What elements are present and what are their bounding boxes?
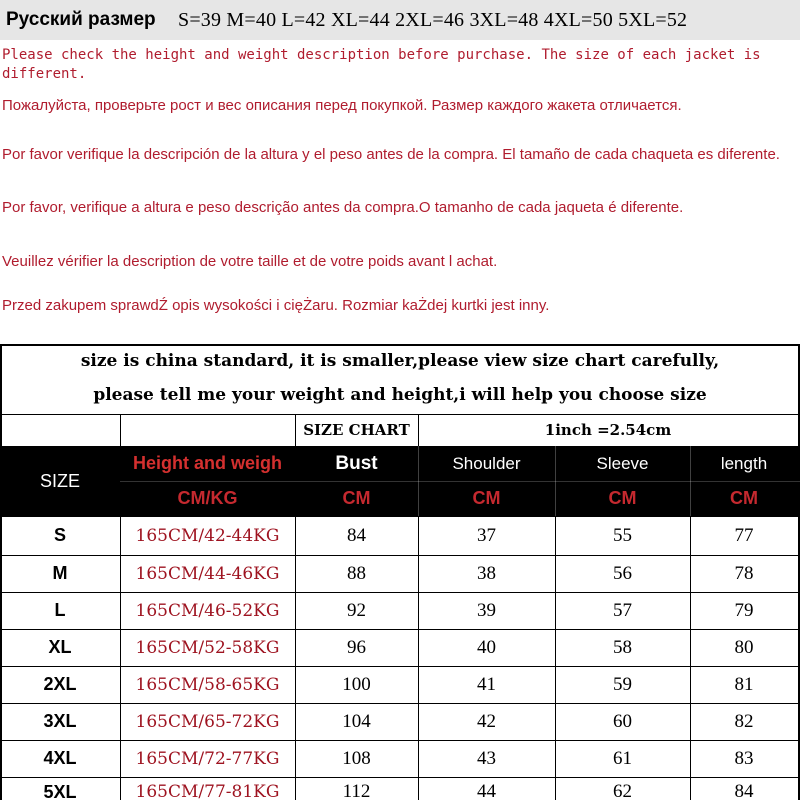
- row-shoulder: 44: [477, 781, 496, 800]
- row-height-weight: 165CM/72-77KG: [135, 748, 280, 769]
- row-size: 2XL: [43, 674, 77, 694]
- row-height-weight: 165CM/65-72KG: [135, 711, 280, 732]
- row-size: S: [53, 525, 66, 545]
- row-bust: 104: [342, 710, 371, 732]
- row-shoulder: 38: [477, 562, 496, 584]
- row-height-weight: 165CM/52-58KG: [135, 637, 280, 658]
- row-length: 78: [734, 562, 754, 584]
- row-shoulder: 43: [477, 747, 496, 769]
- row-length: 79: [734, 599, 754, 621]
- row-size: XL: [48, 637, 72, 657]
- row-length: 81: [734, 673, 754, 695]
- row-shoulder: 41: [477, 673, 496, 695]
- row-bust: 88: [347, 562, 366, 584]
- row-height-weight: 165CM/42-44KG: [135, 525, 280, 546]
- row-length: 83: [734, 747, 754, 769]
- russian-size-title: Русский размер: [6, 9, 156, 30]
- header-height-weight: Height and weigh: [132, 453, 282, 473]
- row-size: M: [52, 563, 68, 583]
- row-bust: 92: [347, 599, 366, 621]
- row-size: 5XL: [43, 781, 77, 800]
- notice-polish: Przed zakupem sprawdŹ opis wysokości i cięŻaru. Rozmiar kaŻdej kurtki jest inny.: [2, 297, 550, 314]
- unit-length: CM: [730, 488, 758, 508]
- table-row: [0, 777, 800, 800]
- row-bust: 100: [342, 673, 371, 695]
- notice-french: Veuillez vérifier la description de votre taille et de votre poids avant l achat.: [2, 253, 498, 270]
- unit-bust: CM: [342, 488, 371, 508]
- notice-russian: Пожалуйста, проверьте рост и вес описания перед покупкой. Размер каждого жакета отличается.: [2, 97, 682, 114]
- row-shoulder: 39: [477, 599, 496, 621]
- row-height-weight: 165CM/58-65KG: [135, 674, 280, 695]
- table-row: [0, 629, 800, 666]
- header-sleeve: Sleeve: [596, 453, 649, 473]
- row-sleeve: 62: [613, 781, 632, 800]
- unit-shoulder: CM: [472, 488, 501, 508]
- row-sleeve: 56: [613, 562, 632, 584]
- header-size: SIZE: [39, 470, 80, 491]
- row-length: 77: [734, 524, 754, 546]
- row-sleeve: 61: [613, 747, 632, 769]
- row-height-weight: 165CM/44-46KG: [135, 563, 280, 584]
- row-shoulder: 42: [477, 710, 496, 732]
- size-chart-title: SIZE CHART: [303, 421, 410, 439]
- notice-english: Please check the height and weight description before purchase. The size of each jacket is different.: [2, 47, 761, 82]
- table-row: [0, 703, 800, 740]
- table-row: [0, 666, 800, 703]
- row-height-weight: 165CM/46-52KG: [135, 600, 280, 621]
- row-length: 80: [734, 636, 754, 658]
- row-size: 3XL: [43, 711, 77, 731]
- row-sleeve: 59: [613, 673, 632, 695]
- row-size: L: [54, 600, 66, 620]
- row-bust: 96: [347, 636, 366, 658]
- help-choose-note: please tell me your weight and height,i will help you choose size: [93, 385, 707, 405]
- header-length: length: [720, 453, 768, 473]
- row-sleeve: 60: [613, 710, 632, 732]
- row-bust: 108: [342, 747, 371, 769]
- russian-size-bar: [0, 0, 800, 40]
- russian-size-list: S=39 M=40 L=42 XL=44 2XL=46 3XL=48 4XL=50 5XL=52: [178, 9, 688, 31]
- unit-height-weight: CM/KG: [177, 488, 238, 508]
- row-length: 82: [734, 710, 754, 732]
- row-shoulder: 40: [477, 636, 496, 658]
- table-row: [0, 555, 800, 592]
- size-standard-note: size is china standard, it is smaller,please view size chart carefully,: [80, 351, 720, 371]
- row-sleeve: 58: [613, 636, 632, 658]
- notice-spanish: Por favor verifique la descripción de la altura y el peso antes de la compra. El tamaño de cada chaqueta es diferente.: [2, 146, 780, 163]
- row-length: 84: [734, 781, 754, 800]
- row-sleeve: 57: [613, 599, 632, 621]
- notice-portuguese: Por favor, verifique a altura e peso descrição antes da compra.O tamanho de cada jaqueta é diferente.: [2, 199, 684, 216]
- row-shoulder: 37: [477, 524, 496, 546]
- row-size: 4XL: [43, 748, 77, 768]
- size-chart-table: [0, 344, 800, 800]
- unit-sleeve: CM: [608, 488, 637, 508]
- header-shoulder: Shoulder: [452, 453, 521, 473]
- header-bust: Bust: [335, 452, 378, 474]
- row-bust: 112: [342, 781, 371, 800]
- inch-conversion-note: 1inch =2.54cm: [544, 421, 672, 439]
- row-height-weight: 165CM/77-81KG: [135, 782, 280, 800]
- row-sleeve: 55: [613, 524, 632, 546]
- table-row: [0, 740, 800, 777]
- table-row: [0, 516, 800, 555]
- row-bust: 84: [347, 524, 366, 546]
- table-row: [0, 592, 800, 629]
